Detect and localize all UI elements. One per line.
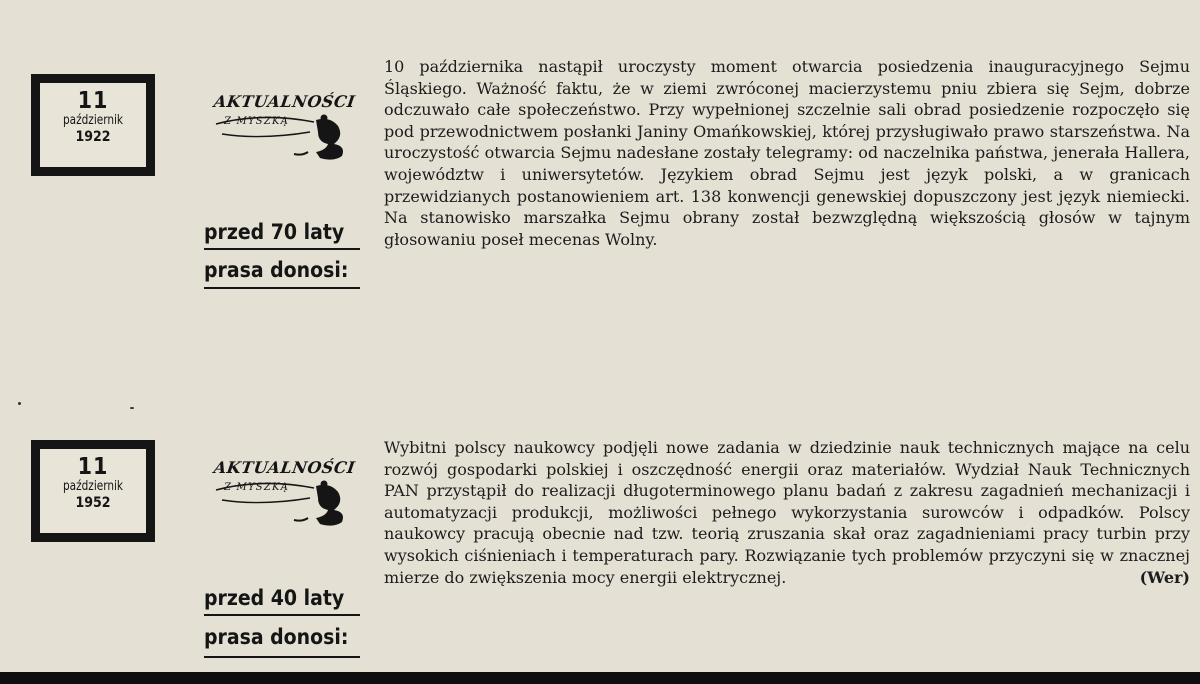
logo-subtitle: Z MYSZKĄ [224, 482, 290, 493]
print-speck [130, 407, 134, 409]
date-year: 1952 [75, 495, 111, 511]
mouse-icon [212, 476, 347, 526]
date-day: 11 [77, 88, 109, 114]
mouse-icon [212, 110, 347, 160]
logo-subtitle: Z MYSZKĄ [224, 116, 290, 127]
divider [204, 248, 360, 250]
divider [204, 614, 360, 616]
date-month: październik [62, 479, 124, 494]
press-reports-label: prasa donosi: [204, 258, 349, 282]
date-box [31, 440, 155, 542]
press-reports-label: prasa donosi: [204, 625, 349, 649]
divider [204, 287, 360, 289]
column-logo [212, 458, 357, 518]
article-text: 10 października nastąpił uroczysty moment otwarcia posiedzenia inauguracyjnego Sejmu Śląskiego. Ważność faktu, że w ziemi zwróconej macierzystemu pniu zbiera się Sejm, dobrze odczuwało całe społeczeństwo. Przy wypełnionej szczelnie sali obrad posiedzenie rozpoczęło się pod przewodnictwem posłanki Janiny Omańkowskiej, której przysługiwało prawo starszeństwa. Na uroczystość otwarcia Sejmu nadesłane zostały telegramy: od naczelnika państwa, jenerała Hallera, województw i uniwersytetów. Językiem obrad Sejmu jest język polski, a w granicach przewidzianych postanowieniem art. 138 konwencji genewskiej dopuszczony jest język niemiecki. Na stanowisko marszałka Sejmu obrany został bezwzględną większością głosów w tajnym głosowaniu poseł mecenas Wolny. [384, 57, 1190, 249]
date-box [31, 74, 155, 176]
date-year: 1922 [75, 129, 111, 145]
column-logo [212, 92, 357, 152]
page-edge [0, 672, 1200, 684]
print-speck [18, 402, 21, 405]
author-signature: (Wer) [1139, 567, 1190, 587]
divider [204, 656, 360, 658]
article-text: Wybitni polscy naukowcy podjęli nowe zadania w dziedzinie nauk technicznych mające na celu rozwój gospodarki polskiej i oszczędność energii oraz materiałów. Wydział Nauk Technicznych PAN przystąpił do realizacji długoterminowego planu badań z zakresu zagadnień mechanizacji i automatyzacji produkcji, możliwości pełnego wykorzystania surowców i odpadków. Polscy naukowcy pracują obecnie nad tzw. teorią zruszania skał oraz zagadnieniami pracy turbin przy wysokich ciśnieniach i temperaturach pary. Rozwiązanie tych problemów przyczyni się w znacznej mierze do zwiększenia mocy energii elektrycznej. (Wer) [384, 438, 1190, 587]
years-ago-label: przed 70 laty [204, 220, 345, 244]
logo-title: AKTUALNOŚCI [212, 458, 357, 477]
logo-title: AKTUALNOŚCI [212, 92, 357, 111]
date-month: październik [62, 113, 124, 128]
years-ago-label: przed 40 laty [204, 586, 345, 610]
date-day: 11 [77, 454, 109, 480]
